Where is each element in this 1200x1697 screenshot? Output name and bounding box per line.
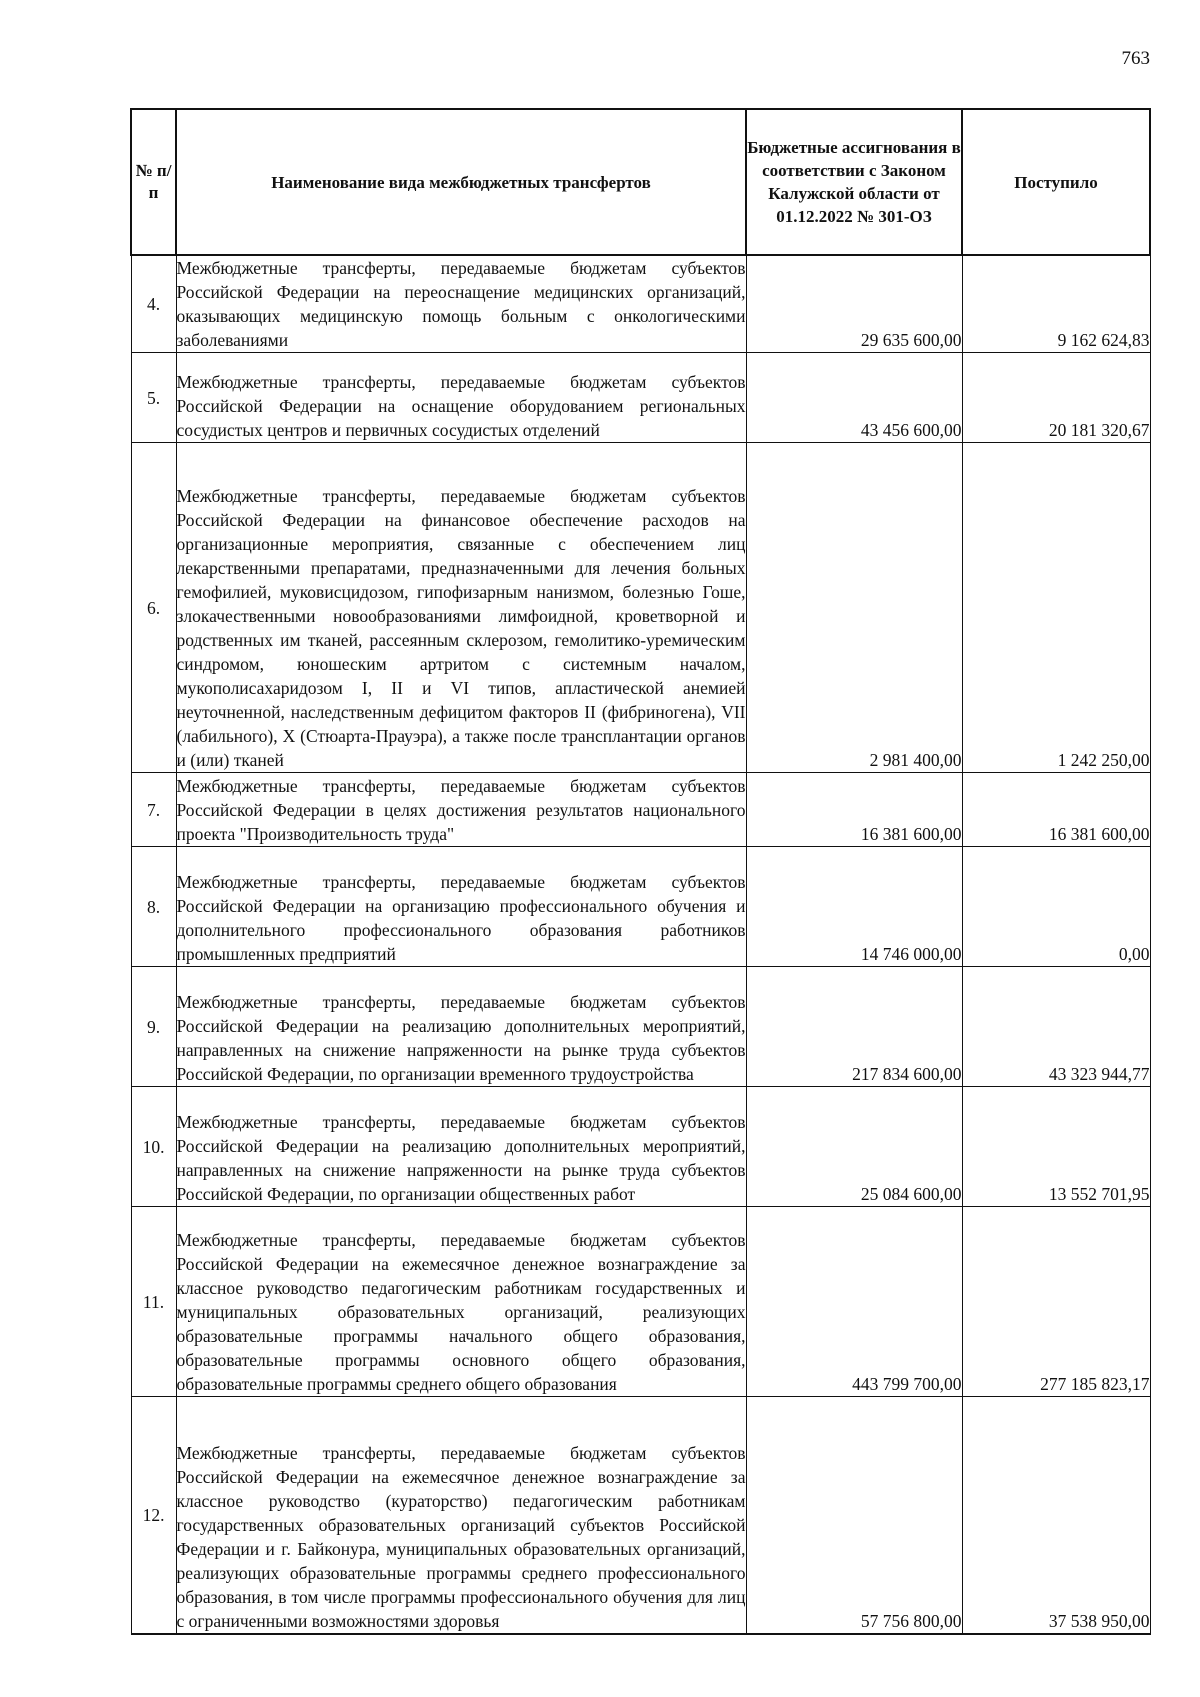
row-number: 8. [131, 847, 176, 967]
row-number: 10. [131, 1087, 176, 1207]
transfer-name: Межбюджетные трансферты, передаваемые бюджетам субъектов Российской Федерации на переоснащение медицинских организаций, оказывающих медицинскую помощь больным с онкологическими заболеваниями [176, 255, 746, 353]
received-amount: 37 538 950,00 [962, 1397, 1150, 1634]
budget-amount: 25 084 600,00 [746, 1087, 962, 1207]
transfer-name: Межбюджетные трансферты, передаваемые бюджетам субъектов Российской Федерации в целях достижения результатов национального проекта "Производительность труда" [176, 773, 746, 847]
header-budget: Бюджетные ассигнования в соответствии с Законом Калужской области от 01.12.2022 № 301-ОЗ [746, 109, 962, 255]
received-amount: 20 181 320,67 [962, 353, 1150, 443]
received-amount: 0,00 [962, 847, 1150, 967]
row-number: 5. [131, 353, 176, 443]
transfer-name: Межбюджетные трансферты, передаваемые бюджетам субъектов Российской Федерации на финансовое обеспечение расходов на организационные мероприятия, связанные с обеспечением лиц лекарственными препаратами, предназначенными для лечения больных гемофилией, муковисцидозом, гипофизарным нанизмом, болезнью Гоше, злокачественными новообразованиями лимфоидной, кроветворной и родственных им тканей, рассеянным склерозом, гемолитико-уремическим синдромом, юношеским артритом с системным началом, мукополисахаридозом I, II и VI типов, апластической анемией неуточненной, наследственным дефицитом факторов II (фибриногена), VII (лабильного), X (Стюарта-Прауэра), а также после трансплантации органов и (или) тканей [176, 443, 746, 773]
header-name: Наименование вида межбюджетных трансфертов [176, 109, 746, 255]
row-number: 7. [131, 773, 176, 847]
table-row [131, 1397, 1150, 1634]
row-number: 11. [131, 1207, 176, 1397]
table-row [131, 443, 1150, 773]
row-number: 9. [131, 967, 176, 1087]
header-num: № п/п [131, 109, 176, 255]
table-row [131, 1207, 1150, 1397]
budget-amount: 14 746 000,00 [746, 847, 962, 967]
row-number: 4. [131, 255, 176, 353]
budget-amount: 29 635 600,00 [746, 255, 962, 353]
table-row [131, 967, 1150, 1087]
transfer-name: Межбюджетные трансферты, передаваемые бюджетам субъектов Российской Федерации на реализацию дополнительных мероприятий, направленных на снижение напряженности на рынке труда субъектов Российской Федерации, по организации временного трудоустройства [176, 967, 746, 1087]
table-row [131, 1087, 1150, 1207]
received-amount: 1 242 250,00 [962, 443, 1150, 773]
received-amount: 9 162 624,83 [962, 255, 1150, 353]
header-received: Поступило [962, 109, 1150, 255]
row-number: 6. [131, 443, 176, 773]
budget-amount: 2 981 400,00 [746, 443, 962, 773]
row-number: 12. [131, 1397, 176, 1634]
transfer-name: Межбюджетные трансферты, передаваемые бюджетам субъектов Российской Федерации на ежемесячное денежное вознаграждение за классное руководство (кураторство) педагогическим работникам государственных образовательных организаций субъектов Российской Федерации и г. Байконура, муниципальных образовательных организаций, реализующих образовательные программы среднего профессионального образования, в том числе программы профессионального обучения для лиц с ограниченными возможностями здоровья [176, 1397, 746, 1634]
table-row [131, 255, 1150, 353]
table-row [131, 353, 1150, 443]
received-amount: 277 185 823,17 [962, 1207, 1150, 1397]
budget-amount: 43 456 600,00 [746, 353, 962, 443]
budget-amount: 16 381 600,00 [746, 773, 962, 847]
transfers-table [130, 108, 1151, 1635]
table-header-row [131, 109, 1150, 255]
received-amount: 16 381 600,00 [962, 773, 1150, 847]
budget-amount: 217 834 600,00 [746, 967, 962, 1087]
transfer-name: Межбюджетные трансферты, передаваемые бюджетам субъектов Российской Федерации на ежемесячное денежное вознаграждение за классное руководство педагогическим работникам государственных и муниципальных образовательных организаций, реализующих образовательные программы начального общего образования, образовательные программы основного общего образования, образовательные программы среднего общего образования [176, 1207, 746, 1397]
budget-amount: 443 799 700,00 [746, 1207, 962, 1397]
page-number: 763 [1121, 48, 1150, 69]
received-amount: 13 552 701,95 [962, 1087, 1150, 1207]
table-row [131, 847, 1150, 967]
received-amount: 43 323 944,77 [962, 967, 1150, 1087]
budget-amount: 57 756 800,00 [746, 1397, 962, 1634]
transfer-name: Межбюджетные трансферты, передаваемые бюджетам субъектов Российской Федерации на реализацию дополнительных мероприятий, направленных на снижение напряженности на рынке труда субъектов Российской Федерации, по организации общественных работ [176, 1087, 746, 1207]
table-row [131, 773, 1150, 847]
transfer-name: Межбюджетные трансферты, передаваемые бюджетам субъектов Российской Федерации на оснащение оборудованием региональных сосудистых центров и первичных сосудистых отделений [176, 353, 746, 443]
transfer-name: Межбюджетные трансферты, передаваемые бюджетам субъектов Российской Федерации на организацию профессионального обучения и дополнительного профессионального образования работников промышленных предприятий [176, 847, 746, 967]
